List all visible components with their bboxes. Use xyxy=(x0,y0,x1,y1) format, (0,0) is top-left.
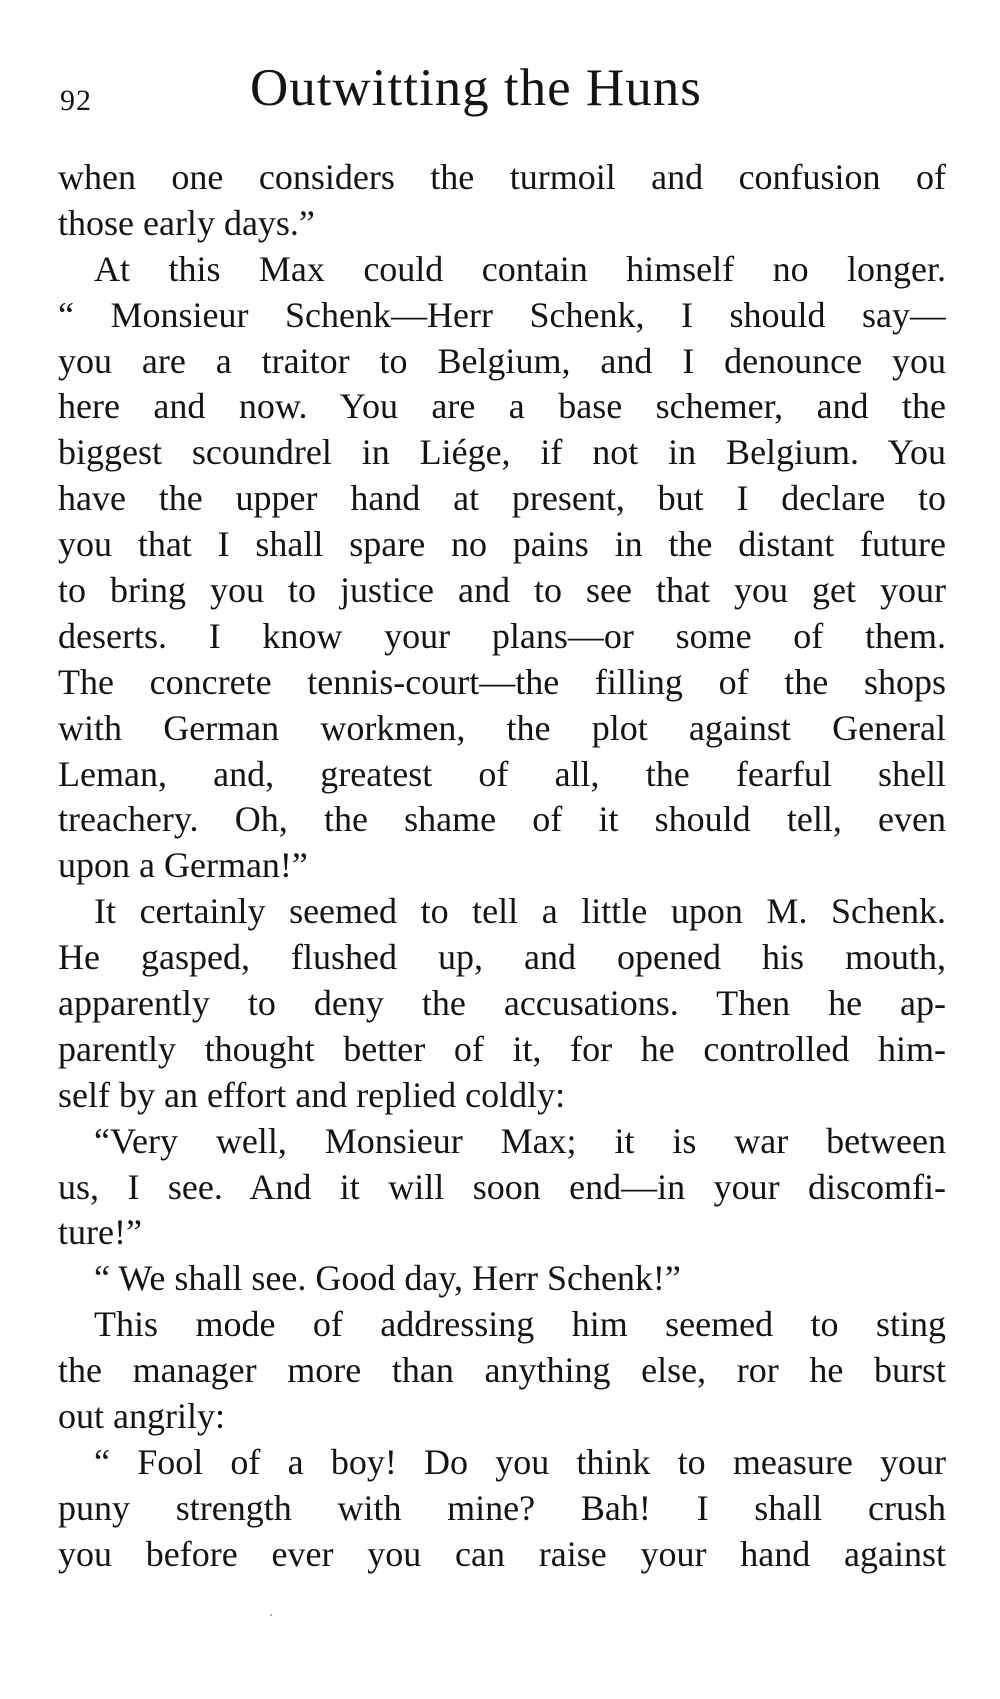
text-line: you before ever you can raise your hand against xyxy=(58,1533,946,1574)
text-line: It certainly seemed to tell a little upon M. Schenk. xyxy=(94,891,946,932)
text-line: us, I see. And it will soon end—in your discomfi- xyxy=(58,1166,946,1207)
text-line: here and now. You are a base schemer, and the xyxy=(58,386,946,427)
text-line: the manager more than anything else, ror he burst xyxy=(58,1350,946,1391)
text-line: to bring you to justice and to see that you get your xyxy=(58,570,946,611)
body-text xyxy=(58,155,946,1578)
text-line: “ Monsieur Schenk—Herr Schenk, I should say— xyxy=(58,294,946,335)
page-number: 92 xyxy=(60,84,92,117)
text-line: puny strength with mine? Bah! I shall crush xyxy=(58,1487,946,1528)
text-line: ture!” xyxy=(58,1212,142,1253)
text-line: The concrete tennis-court—the filling of the shops xyxy=(58,661,946,702)
text-line: “Very well, Monsieur Max; it is war between xyxy=(94,1120,946,1161)
text-line: “ We shall see. Good day, Herr Schenk!” xyxy=(94,1258,681,1299)
text-line: you are a traitor to Belgium, and I denounce you xyxy=(58,340,946,381)
text-line: treachery. Oh, the shame of it should tell, even xyxy=(58,799,946,840)
text-line: you that I shall spare no pains in the distant future xyxy=(58,524,946,565)
text-line: those early days.” xyxy=(58,202,315,243)
text-line: deserts. I know your plans—or some of them. xyxy=(58,615,946,656)
text-line: biggest scoundrel in Liége, if not in Belgium. You xyxy=(58,432,946,473)
text-line: He gasped, flushed up, and opened his mouth, xyxy=(58,937,946,978)
text-line: parently thought better of it, for he controlled him- xyxy=(58,1028,946,1069)
text-line: apparently to deny the accusations. Then he ap- xyxy=(58,983,946,1024)
text-line: This mode of addressing him seemed to sting xyxy=(94,1304,946,1345)
text-line: when one considers the turmoil and confusion of xyxy=(58,157,946,197)
text-line: self by an effort and replied coldly: xyxy=(58,1074,566,1115)
text-line: out angrily: xyxy=(58,1396,225,1437)
paper-speck xyxy=(270,1614,272,1616)
page-header xyxy=(60,58,945,128)
text-line: At this Max could contain himself no longer. xyxy=(94,248,946,289)
text-line: Leman, and, greatest of all, the fearful shell xyxy=(58,753,946,794)
text-line: with German workmen, the plot against General xyxy=(58,707,946,748)
text-line: “ Fool of a boy! Do you think to measure your xyxy=(94,1441,946,1482)
text-line: have the upper hand at present, but I declare to xyxy=(58,478,946,519)
text-line: upon a German!” xyxy=(58,845,308,886)
running-title: Outwitting the Huns xyxy=(250,59,702,117)
